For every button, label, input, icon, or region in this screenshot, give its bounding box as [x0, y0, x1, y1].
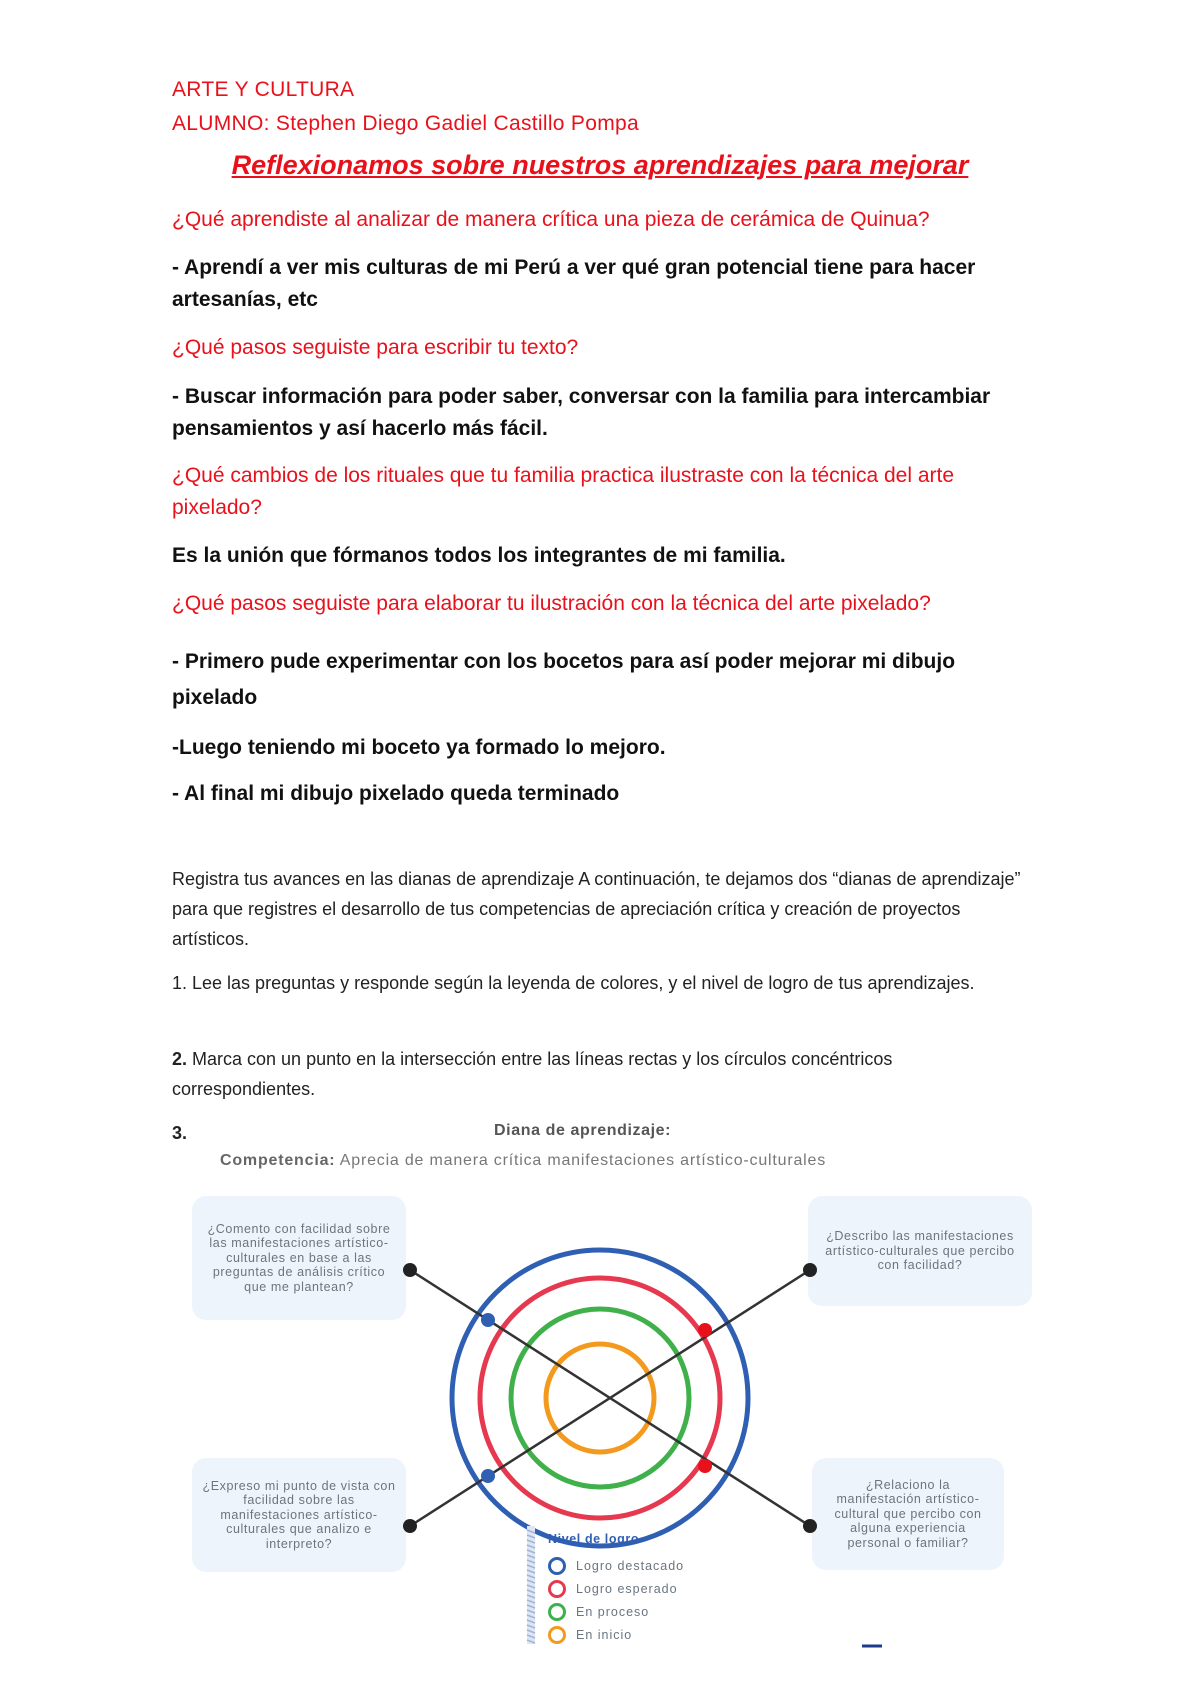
subject-heading: ARTE Y CULTURA [172, 78, 355, 101]
question-3: ¿Qué cambios de los rituales que tu familia practica ilustraste con la técnica del arte pixelado? [172, 464, 955, 519]
legend-list [548, 1554, 684, 1646]
student-name: ALUMNO: Stephen Diego Gadiel Castillo Pompa [172, 112, 639, 135]
legend-swatch-blue [548, 1557, 566, 1575]
axis-endpoint-bottom-left [403, 1519, 417, 1533]
question-1: ¿Qué aprendiste al analizar de manera crítica una pieza de cerámica de Quinua? [172, 208, 930, 231]
mark-bottom-right[interactable] [698, 1459, 712, 1473]
step-2-number: 2. [172, 1049, 188, 1069]
answer-4-step-3: - Al final mi dibujo pixelado queda terminado [172, 782, 620, 805]
mark-top-left[interactable] [481, 1313, 495, 1327]
question-box-bottom-right: ¿Relaciono la manifestación artístico-cultural que percibo con alguna experiencia personal o familiar? [812, 1458, 1004, 1570]
mark-top-right[interactable] [698, 1323, 712, 1337]
question-2: ¿Qué pasos seguiste para escribir tu texto? [172, 336, 579, 359]
ring-logro-esperado [480, 1278, 720, 1518]
diagram-title: Diana de aprendizaje: [494, 1122, 672, 1139]
ring-en-proceso [511, 1309, 689, 1487]
mark-bottom-left[interactable] [481, 1469, 495, 1483]
question-box-top-right: ¿Describo las manifestaciones artístico-culturales que percibo con facilidad? [808, 1196, 1032, 1306]
legend-swatch-orange [548, 1626, 566, 1644]
page-title: Reflexionamos sobre nuestros aprendizajes para mejorar [231, 150, 969, 180]
axis-endpoint-bottom-right [803, 1519, 817, 1533]
legend-stripe-bar [527, 1526, 535, 1644]
axis-endpoint-top-left [403, 1263, 417, 1277]
ring-logro-destacado [452, 1250, 748, 1546]
legend-item-en-inicio [548, 1623, 684, 1646]
legend-label: En proceso [576, 1604, 650, 1619]
question-4: ¿Qué pasos seguiste para elaborar tu ilustración con la técnica del arte pixelado? [172, 592, 931, 615]
step-1-number: 1. [172, 973, 188, 993]
legend-swatch-green [548, 1603, 566, 1621]
answer-4-step-2: -Luego teniendo mi boceto ya formado lo mejoro. [172, 736, 666, 759]
answer-1: - Aprendí a ver mis culturas de mi Perú a ver qué gran potencial tiene para hacer artesanías, etc [172, 256, 976, 311]
legend-swatch-red [548, 1580, 566, 1598]
legend-item-en-proceso [548, 1600, 684, 1623]
answer-4-step-1: - Primero pude experimentar con los bocetos para así poder mejorar mi dibujo pixelado [172, 650, 956, 709]
legend-label: Logro esperado [576, 1581, 678, 1596]
ring-en-inicio [546, 1344, 654, 1452]
instructions-step-3: 3. [172, 1123, 188, 1143]
legend-item-logro-destacado [548, 1554, 684, 1577]
competence-text: Aprecia de manera crítica manifestaciones artístico-culturales [335, 1152, 827, 1169]
step-1-text: Lee las preguntas y responde según la leyenda de colores, y el nivel de logro de tus aprendizajes. [187, 973, 975, 993]
answer-2: - Buscar información para poder saber, conversar con la familia para intercambiar pensamientos y así hacerlo más fácil. [172, 385, 991, 440]
competence-label: Competencia: [220, 1152, 336, 1169]
axis-endpoint-top-right [803, 1263, 817, 1277]
question-box-top-left: ¿Comento con facilidad sobre las manifestaciones artístico-culturales en base a las preguntas de análisis crítico que me plantean? [192, 1196, 406, 1320]
legend-title: Nivel de logro [548, 1532, 640, 1546]
answer-3: Es la unión que fórmanos todos los integrantes de mi familia. [172, 544, 786, 567]
legend-item-logro-esperado [548, 1577, 684, 1600]
question-box-bottom-left: ¿Expreso mi punto de vista con facilidad sobre las manifestaciones artístico-culturales que analizo e interpreto? [192, 1458, 406, 1572]
legend-label: En inicio [576, 1627, 633, 1642]
instructions-intro: Registra tus avances en las dianas de aprendizaje A continuación, te dejamos dos “dianas de aprendizaje” para que registres el desarrollo de tus competencias de apreciación crítica y creación de proyectos artísticos. [172, 869, 1021, 949]
step-2-text: Marca con un punto en la intersección entre las líneas rectas y los círculos concéntricos correspondientes. [172, 1049, 893, 1099]
legend-label: Logro destacado [576, 1558, 685, 1573]
